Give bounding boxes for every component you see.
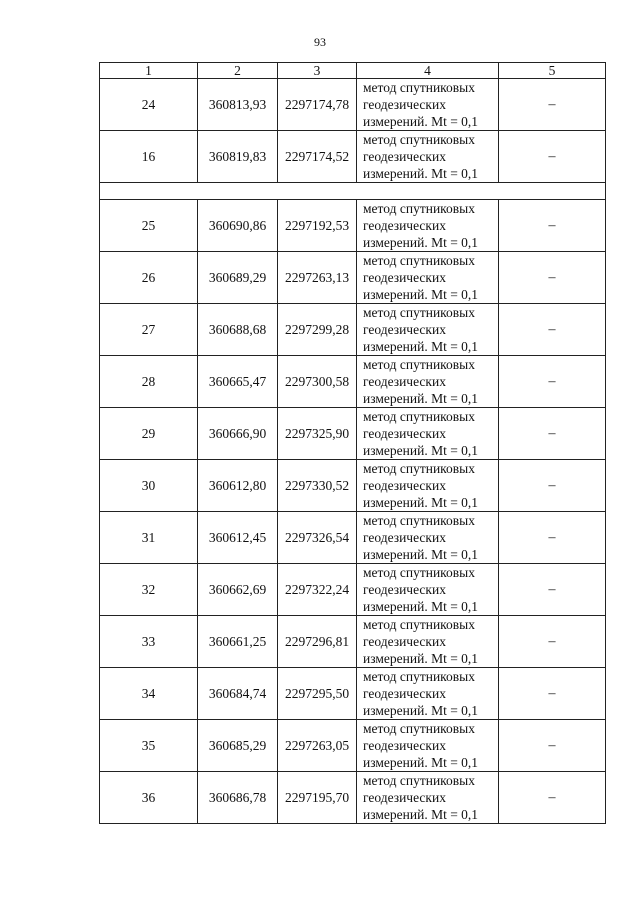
table-row (100, 79, 606, 131)
separator-cell (100, 183, 606, 200)
point-number-cell: 24 (100, 79, 198, 131)
method-line: измерений. Mt = 0,1 (363, 166, 479, 181)
method-line: метод спутниковых (363, 565, 475, 580)
method-line: измерений. Mt = 0,1 (363, 235, 479, 250)
method-line: метод спутниковых (363, 80, 475, 95)
method-cell (357, 252, 499, 304)
method-line: метод спутниковых (363, 461, 475, 476)
method-line: измерений. Mt = 0,1 (363, 703, 479, 718)
y-coordinate-cell: 2297300,58 (278, 356, 357, 408)
column-5-cell: – (499, 79, 606, 131)
point-number-cell: 33 (100, 616, 198, 668)
y-coordinate-cell: 2297174,52 (278, 131, 357, 183)
column-5-cell: – (499, 720, 606, 772)
method-line: измерений. Mt = 0,1 (363, 287, 479, 302)
method-line: метод спутниковых (363, 669, 475, 684)
method-cell (357, 616, 499, 668)
method-cell (357, 79, 499, 131)
y-coordinate-cell: 2297299,28 (278, 304, 357, 356)
method-line: геодезических (363, 149, 446, 164)
table-row (100, 720, 606, 772)
method-line: метод спутниковых (363, 132, 475, 147)
method-line: измерений. Mt = 0,1 (363, 547, 479, 562)
y-coordinate-cell: 2297322,24 (278, 564, 357, 616)
point-number-cell: 27 (100, 304, 198, 356)
column-header-3: 3 (278, 63, 357, 79)
method-line: измерений. Mt = 0,1 (363, 443, 479, 458)
column-5-cell: – (499, 512, 606, 564)
table-row (100, 772, 606, 824)
y-coordinate-cell: 2297330,52 (278, 460, 357, 512)
method-line: метод спутниковых (363, 253, 475, 268)
method-line: измерений. Mt = 0,1 (363, 495, 479, 510)
method-line: измерений. Mt = 0,1 (363, 339, 479, 354)
method-cell (357, 772, 499, 824)
method-line: измерений. Mt = 0,1 (363, 651, 479, 666)
method-line: геодезических (363, 738, 446, 753)
point-number-cell: 26 (100, 252, 198, 304)
method-line: геодезических (363, 218, 446, 233)
method-cell (357, 304, 499, 356)
method-line: геодезических (363, 634, 446, 649)
column-5-cell: – (499, 252, 606, 304)
x-coordinate-cell: 360612,80 (198, 460, 278, 512)
table-row (100, 668, 606, 720)
x-coordinate-cell: 360688,68 (198, 304, 278, 356)
column-5-cell: – (499, 668, 606, 720)
method-cell (357, 668, 499, 720)
method-cell (357, 720, 499, 772)
method-line: измерений. Mt = 0,1 (363, 807, 479, 822)
method-line: метод спутниковых (363, 305, 475, 320)
method-line: геодезических (363, 374, 446, 389)
method-line: метод спутниковых (363, 773, 475, 788)
method-line: метод спутниковых (363, 409, 475, 424)
x-coordinate-cell: 360813,93 (198, 79, 278, 131)
method-cell (357, 356, 499, 408)
y-coordinate-cell: 2297263,13 (278, 252, 357, 304)
method-line: геодезических (363, 530, 446, 545)
table-row (100, 200, 606, 252)
point-number-cell: 25 (100, 200, 198, 252)
x-coordinate-cell: 360662,69 (198, 564, 278, 616)
table-row (100, 460, 606, 512)
x-coordinate-cell: 360684,74 (198, 668, 278, 720)
point-number-cell: 32 (100, 564, 198, 616)
table-row (100, 512, 606, 564)
method-line: геодезических (363, 582, 446, 597)
method-line: метод спутниковых (363, 357, 475, 372)
point-number-cell: 16 (100, 131, 198, 183)
method-line: геодезических (363, 478, 446, 493)
column-5-cell: – (499, 131, 606, 183)
column-header-5: 5 (499, 63, 606, 79)
column-5-cell: – (499, 408, 606, 460)
table-row (100, 131, 606, 183)
x-coordinate-cell: 360686,78 (198, 772, 278, 824)
column-5-cell: – (499, 616, 606, 668)
x-coordinate-cell: 360689,29 (198, 252, 278, 304)
method-line: метод спутниковых (363, 617, 475, 632)
method-cell (357, 131, 499, 183)
y-coordinate-cell: 2297295,50 (278, 668, 357, 720)
method-line: измерений. Mt = 0,1 (363, 391, 479, 406)
point-number-cell: 29 (100, 408, 198, 460)
y-coordinate-cell: 2297325,90 (278, 408, 357, 460)
method-line: геодезических (363, 322, 446, 337)
table-row (100, 616, 606, 668)
method-cell (357, 512, 499, 564)
table-row (100, 252, 606, 304)
table-header-row (100, 63, 606, 79)
column-5-cell: – (499, 356, 606, 408)
x-coordinate-cell: 360612,45 (198, 512, 278, 564)
column-5-cell: – (499, 772, 606, 824)
point-number-cell: 30 (100, 460, 198, 512)
x-coordinate-cell: 360661,25 (198, 616, 278, 668)
column-header-2: 2 (198, 63, 278, 79)
y-coordinate-cell: 2297174,78 (278, 79, 357, 131)
method-line: геодезических (363, 426, 446, 441)
x-coordinate-cell: 360690,86 (198, 200, 278, 252)
table-body (100, 79, 606, 824)
page-number: 93 (314, 35, 326, 49)
point-number-cell: 36 (100, 772, 198, 824)
column-5-cell: – (499, 200, 606, 252)
x-coordinate-cell: 360665,47 (198, 356, 278, 408)
coordinates-table (99, 62, 606, 824)
point-number-cell: 28 (100, 356, 198, 408)
method-line: геодезических (363, 270, 446, 285)
column-5-cell: – (499, 460, 606, 512)
method-cell (357, 200, 499, 252)
y-coordinate-cell: 2297195,70 (278, 772, 357, 824)
y-coordinate-cell: 2297192,53 (278, 200, 357, 252)
method-line: геодезических (363, 686, 446, 701)
y-coordinate-cell: 2297296,81 (278, 616, 357, 668)
method-cell (357, 408, 499, 460)
x-coordinate-cell: 360819,83 (198, 131, 278, 183)
point-number-cell: 31 (100, 512, 198, 564)
method-cell (357, 460, 499, 512)
column-5-cell: – (499, 304, 606, 356)
table-row (100, 304, 606, 356)
method-line: измерений. Mt = 0,1 (363, 114, 479, 129)
method-line: метод спутниковых (363, 513, 475, 528)
method-line: метод спутниковых (363, 201, 475, 216)
point-number-cell: 34 (100, 668, 198, 720)
separator-row (100, 183, 606, 200)
x-coordinate-cell: 360666,90 (198, 408, 278, 460)
method-line: геодезических (363, 97, 446, 112)
method-line: геодезических (363, 790, 446, 805)
y-coordinate-cell: 2297326,54 (278, 512, 357, 564)
method-line: измерений. Mt = 0,1 (363, 755, 479, 770)
table-row (100, 356, 606, 408)
table-row (100, 408, 606, 460)
column-header-4: 4 (357, 63, 499, 79)
x-coordinate-cell: 360685,29 (198, 720, 278, 772)
column-5-cell: – (499, 564, 606, 616)
y-coordinate-cell: 2297263,05 (278, 720, 357, 772)
method-line: измерений. Mt = 0,1 (363, 599, 479, 614)
point-number-cell: 35 (100, 720, 198, 772)
method-line: метод спутниковых (363, 721, 475, 736)
column-header-1: 1 (100, 63, 198, 79)
table-row (100, 564, 606, 616)
method-cell (357, 564, 499, 616)
